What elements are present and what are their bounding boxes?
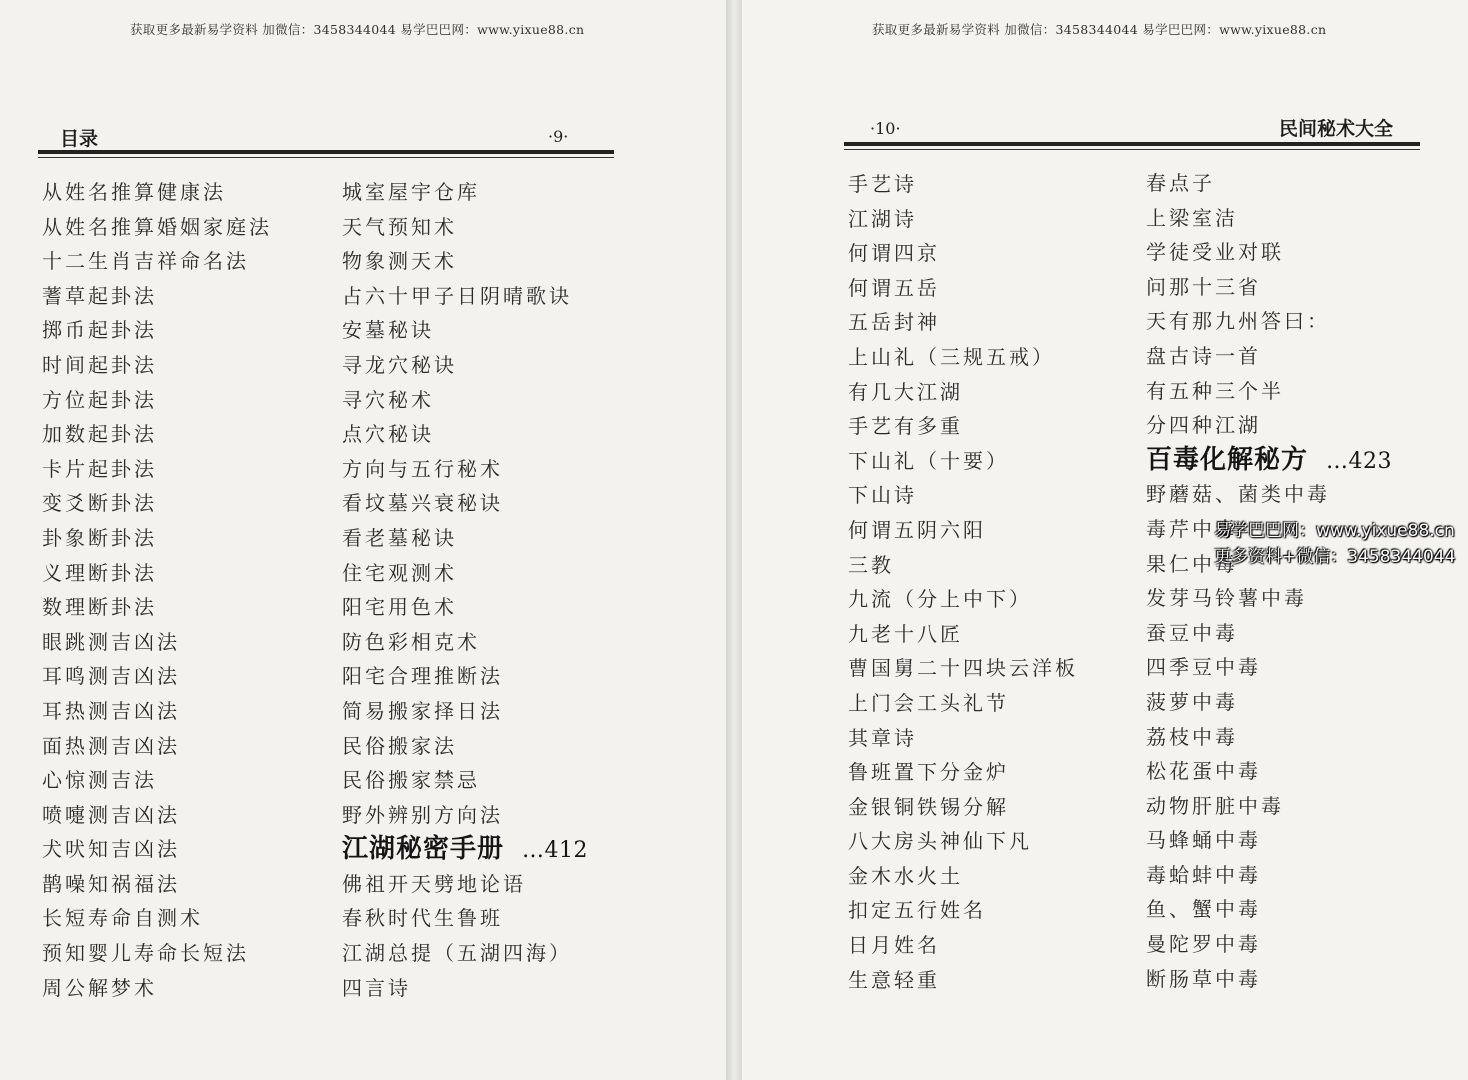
- toc-entry: [848, 928, 1078, 963]
- toc-entry-title: 春点子: [1146, 171, 1215, 195]
- toc-entry: [1146, 304, 1392, 339]
- page-ref: 423: [1348, 448, 1393, 474]
- toc-entry-title: 佛祖开天劈地论语: [342, 871, 526, 896]
- toc-entry: [42, 729, 272, 764]
- toc-entry: [1146, 408, 1392, 443]
- toc-entry: [1146, 201, 1392, 236]
- toc-entry: [848, 790, 1078, 825]
- toc-entry: [1146, 720, 1392, 755]
- toc-entry-title: 寻龙穴秘诀: [342, 352, 457, 377]
- toc-entry: [1146, 270, 1392, 305]
- left-page: [0, 0, 726, 1080]
- header-rule-thin: [844, 149, 1420, 150]
- toc-entry: [42, 936, 272, 971]
- toc-entry-title: 安墓秘诀: [342, 318, 434, 343]
- toc-entry: [1146, 581, 1392, 616]
- toc-entry-title: 下山礼（十要）: [848, 448, 1009, 473]
- toc-entry-title: 心惊测吉法: [42, 768, 157, 793]
- toc-entry: [42, 971, 272, 1006]
- toc-entry-title: 八大房头神仙下凡: [848, 829, 1032, 854]
- toc-entry: [848, 582, 1078, 617]
- toc-entry: [342, 901, 588, 936]
- toc-entry-title: 方位起卦法: [42, 387, 157, 412]
- toc-entry-title: 曼陀罗中毒: [1146, 932, 1261, 957]
- toc-entry-title: 天气预知术: [342, 214, 457, 239]
- toc-entry: [342, 659, 588, 694]
- watermark-line: 更多资料+微信：3458344044: [1214, 547, 1456, 567]
- toc-entry: [42, 452, 272, 487]
- toc-entry: [1146, 339, 1392, 374]
- toc-entry-title: 下山诗: [848, 483, 917, 508]
- toc-entry-title: 蚕豆中毒: [1146, 620, 1238, 645]
- toc-entry: [342, 694, 588, 729]
- toc-entry: [42, 867, 272, 902]
- toc-entry: [1146, 789, 1392, 824]
- toc-entry-title: 荔枝中毒: [1146, 724, 1238, 749]
- toc-entry-title: 阳宅合理推断法: [342, 664, 503, 689]
- toc-entry: [42, 659, 272, 694]
- toc-entry-title: 耳鸣测吉凶法: [42, 664, 180, 689]
- toc-entry-title: 数理断卦法: [42, 595, 157, 620]
- toc-entry-title: 上梁室洁: [1146, 205, 1238, 230]
- toc-entry-title: 方向与五行秘术: [342, 456, 503, 481]
- toc-entry: [42, 590, 272, 625]
- toc-entry: [42, 210, 272, 245]
- toc-entry-title: 金银铜铁锡分解: [848, 794, 1009, 819]
- toc-entry: [848, 271, 1078, 306]
- toc-entry-title: 掷币起卦法: [42, 318, 157, 343]
- header-note: 获取更多最新易学资料 加微信：3458344044 易学巴巴网：www.yixue88.cn: [130, 22, 585, 37]
- toc-entry: [42, 625, 272, 660]
- toc-entry-title: 江湖诗: [848, 206, 917, 231]
- toc-entry: [848, 202, 1078, 237]
- toc-entry-title: 毒芹中毒: [1146, 516, 1238, 541]
- toc-entry-title: 江湖总提（五湖四海）: [342, 941, 572, 966]
- toc-entry-title: 时间起卦法: [42, 352, 157, 377]
- toc-entry-title: 寻穴秘术: [342, 387, 434, 412]
- toc-entry-title: 卡片起卦法: [42, 456, 157, 481]
- toc-column: [848, 167, 1078, 997]
- toc-entry: [848, 548, 1078, 583]
- toc-entry-title: 加数起卦法: [42, 422, 157, 447]
- toc-entry: [42, 348, 272, 383]
- toc-entry: [1146, 892, 1392, 927]
- toc-entry: [1146, 858, 1392, 893]
- toc-entry-title: 阳宅用色术: [342, 595, 457, 620]
- header-rule: [38, 150, 614, 154]
- toc-entry: [848, 167, 1078, 202]
- toc-entry-title: 鲁班置下分金炉: [848, 760, 1009, 785]
- toc-entry-title: 四季豆中毒: [1146, 655, 1261, 680]
- toc-entry: [342, 590, 588, 625]
- toc-entry-title: 曹国舅二十四块云洋板: [848, 656, 1078, 681]
- toc-entry-title: 日月姓名: [848, 933, 940, 958]
- toc-entry: [42, 521, 272, 556]
- toc-entry: [342, 556, 588, 591]
- book-gutter: [726, 0, 742, 1080]
- toc-entry: [848, 236, 1078, 271]
- toc-entry-title: 生意轻重: [848, 967, 940, 992]
- toc-entry: [848, 617, 1078, 652]
- toc-entry: [848, 444, 1078, 479]
- toc-column: [42, 175, 272, 1005]
- toc-entry: [342, 279, 588, 314]
- toc-entry-title: 犬吠知吉凶法: [42, 837, 180, 862]
- toc-entry: [848, 686, 1078, 721]
- toc-entry: [848, 893, 1078, 928]
- toc-entry: [342, 244, 588, 279]
- toc-entry-title: 百毒化解秘方: [1146, 444, 1309, 475]
- toc-entry-title: 毒蛤蚌中毒: [1146, 862, 1261, 887]
- toc-entry-title: 松花蛋中毒: [1146, 759, 1261, 784]
- toc-entry-title: 面热测吉凶法: [42, 733, 180, 758]
- toc-entry-title: 学徒受业对联: [1146, 240, 1284, 265]
- toc-entry: [848, 859, 1078, 894]
- toc-entry-title: 野外辨别方向法: [342, 802, 503, 827]
- toc-entry-title: 有五种三个半: [1146, 378, 1284, 403]
- dot-leader: …: [1326, 448, 1349, 474]
- toc-column: [342, 175, 588, 1005]
- toc-entry-title: 断肠草中毒: [1146, 966, 1261, 991]
- toc-entry: [42, 279, 272, 314]
- toc-entry-title: 何谓五岳: [848, 275, 940, 300]
- toc-entry-title: 民俗搬家禁忌: [342, 768, 480, 793]
- toc-entry: [342, 210, 588, 245]
- toc-entry: [1146, 754, 1392, 789]
- toc-entry: [342, 383, 588, 418]
- toc-entry-title: 九老十八匠: [848, 621, 963, 646]
- toc-entry: [848, 478, 1078, 513]
- toc-entry-title: 占六十甲子日阴晴歌诀: [342, 283, 572, 308]
- toc-entry-title: 手艺诗: [848, 172, 917, 196]
- toc-entry: [42, 901, 272, 936]
- header-note: 获取更多最新易学资料 加微信：3458344044 易学巴巴网：www.yixue88.cn: [872, 22, 1327, 37]
- toc-entry: [1146, 235, 1392, 270]
- toc-entry-title: 喷嚏测吉凶法: [42, 802, 180, 827]
- toc-entry: [342, 936, 588, 971]
- toc-entry: [1146, 166, 1392, 201]
- toc-entry: [848, 824, 1078, 859]
- toc-entry: [848, 963, 1078, 998]
- toc-entry-title: 果仁中毒: [1146, 551, 1238, 576]
- toc-page-number: [1326, 449, 1392, 474]
- toc-entry: [342, 867, 588, 902]
- page-number: ·9·: [548, 127, 569, 146]
- toc-section-heading: [342, 832, 588, 867]
- toc-entry: [42, 175, 272, 210]
- toc-entry: [1146, 650, 1392, 685]
- page-ref: 412: [544, 838, 589, 864]
- toc-entry: [42, 694, 272, 729]
- toc-entry: [1146, 477, 1392, 512]
- toc-entry: [42, 383, 272, 418]
- toc-entry: [42, 763, 272, 798]
- toc-entry-title: 分四种江湖: [1146, 413, 1261, 438]
- toc-entry-title: 扣定五行姓名: [848, 898, 986, 923]
- toc-entry: [848, 305, 1078, 340]
- watermark-line: 易学巴巴网：www.yixue88.cn: [1214, 521, 1455, 541]
- toc-page-number: [522, 838, 588, 863]
- toc-entry-title: 义理断卦法: [42, 560, 157, 585]
- toc-entry-title: 九流（分上中下）: [848, 587, 1032, 612]
- toc-entry-title: 周公解梦术: [42, 975, 157, 1000]
- toc-entry-title: 简易搬家择日法: [342, 698, 503, 723]
- toc-entry: [342, 521, 588, 556]
- toc-entry: [848, 409, 1078, 444]
- toc-entry-title: 马蜂蛹中毒: [1146, 828, 1261, 853]
- toc-entry: [42, 798, 272, 833]
- toc-entry-title: 点穴秘诀: [342, 422, 434, 447]
- toc-entry-title: 江湖秘密手册: [342, 834, 505, 865]
- toc-entry: [1146, 962, 1392, 997]
- running-title: 目录: [60, 128, 99, 150]
- toc-entry-title: 金木水火土: [848, 863, 963, 888]
- toc-entry: [42, 556, 272, 591]
- toc-entry: [1146, 685, 1392, 720]
- toc-entry-title: 五岳封神: [848, 310, 940, 335]
- toc-entry: [342, 763, 588, 798]
- toc-entry-title: 民俗搬家法: [342, 733, 457, 758]
- toc-entry-title: 预知婴儿寿命长短法: [42, 941, 249, 966]
- toc-entry-title: 从姓名推算健康法: [42, 180, 226, 204]
- toc-entry: [1146, 374, 1392, 409]
- toc-entry: [42, 417, 272, 452]
- toc-entry: [42, 486, 272, 521]
- toc-entry-title: 物象测天术: [342, 249, 457, 274]
- toc-entry: [342, 348, 588, 383]
- toc-entry-title: 看老墓秘诀: [342, 525, 457, 550]
- toc-entry: [848, 340, 1078, 375]
- toc-entry-title: 发芽马铃薯中毒: [1146, 586, 1307, 611]
- toc-entry-title: 三教: [848, 552, 894, 577]
- toc-entry-title: 十二生肖吉祥命名法: [42, 249, 249, 274]
- running-title: 民间秘术大全: [1279, 118, 1394, 140]
- toc-entry-title: 菠萝中毒: [1146, 689, 1238, 714]
- header-rule: [844, 142, 1420, 146]
- toc-entry-title: 卦象断卦法: [42, 525, 157, 550]
- toc-entry-title: 野蘑菇、菌类中毒: [1146, 482, 1330, 507]
- toc-entry-title: 四言诗: [342, 975, 411, 1000]
- toc-entry: [848, 513, 1078, 548]
- toc-entry: [42, 832, 272, 867]
- toc-entry-title: 鱼、蟹中毒: [1146, 897, 1261, 922]
- toc-entry: [848, 375, 1078, 410]
- toc-entry: [42, 244, 272, 279]
- toc-entry-title: 何谓五阴六阳: [848, 517, 986, 542]
- toc-entry-title: 手艺有多重: [848, 414, 963, 439]
- toc-entry-title: 其章诗: [848, 725, 917, 750]
- toc-entry: [848, 721, 1078, 756]
- toc-entry: [342, 625, 588, 660]
- dot-leader: …: [522, 838, 545, 864]
- toc-entry: [848, 755, 1078, 790]
- toc-entry: [1146, 823, 1392, 858]
- toc-entry-title: 从姓名推算婚姻家庭法: [42, 214, 272, 239]
- toc-entry-title: 蓍草起卦法: [42, 283, 157, 308]
- toc-entry: [342, 971, 588, 1006]
- toc-entry: [1146, 616, 1392, 651]
- toc-entry-title: 住宅观测术: [342, 560, 457, 585]
- toc-entry-title: 上山礼（三规五戒）: [848, 344, 1055, 369]
- toc-entry: [848, 651, 1078, 686]
- toc-entry-title: 天有那九州答曰：: [1146, 309, 1330, 334]
- header-rule-thin: [38, 157, 614, 158]
- toc-entry-title: 耳热测吉凶法: [42, 698, 180, 723]
- toc-entry-title: 防色彩相克术: [342, 629, 480, 654]
- toc-entry: [342, 798, 588, 833]
- toc-entry-title: 春秋时代生鲁班: [342, 906, 503, 931]
- toc-entry-title: 问那十三省: [1146, 274, 1261, 299]
- toc-entry-title: 何谓四京: [848, 241, 940, 266]
- toc-entry-title: 动物肝脏中毒: [1146, 793, 1284, 818]
- toc-section-heading: [1146, 443, 1392, 478]
- toc-entry-title: 变爻断卦法: [42, 491, 157, 516]
- toc-column: [1146, 166, 1392, 996]
- toc-entry: [42, 313, 272, 348]
- toc-entry: [342, 417, 588, 452]
- toc-entry-title: 城室屋宇仓库: [342, 180, 480, 204]
- toc-entry: [342, 486, 588, 521]
- toc-entry-title: 长短寿命自测术: [42, 906, 203, 931]
- toc-entry-title: 看坟墓兴衰秘诀: [342, 491, 503, 516]
- toc-entry: [342, 452, 588, 487]
- toc-entry-title: 有几大江湖: [848, 379, 963, 404]
- toc-entry-title: 盘古诗一首: [1146, 343, 1261, 368]
- toc-entry-title: 上门会工头礼节: [848, 690, 1009, 715]
- toc-entry: [1146, 927, 1392, 962]
- toc-entry: [342, 313, 588, 348]
- toc-entry: [342, 175, 588, 210]
- toc-entry: [342, 729, 588, 764]
- page-number: ·10·: [870, 119, 901, 138]
- toc-entry-title: 鹊噪知祸福法: [42, 871, 180, 896]
- toc-entry-title: 眼跳测吉凶法: [42, 629, 180, 654]
